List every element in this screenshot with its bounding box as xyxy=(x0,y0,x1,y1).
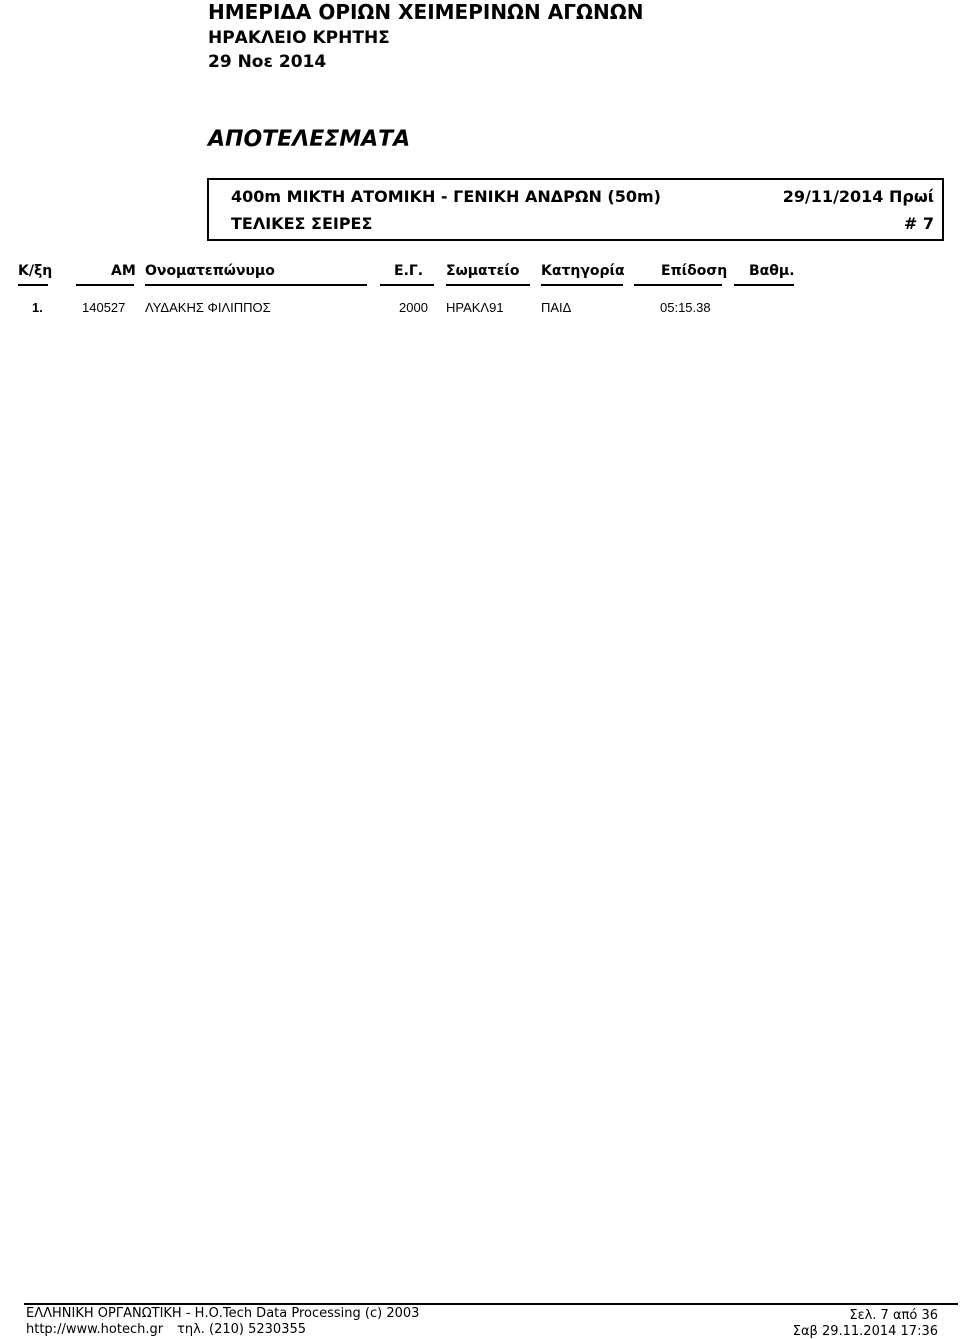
event-datetime: 29/11/2014 Πρωί xyxy=(782,187,934,206)
col-name-header: Ονοματεπώνυμο xyxy=(145,263,275,279)
col-time-header: Επίδοση xyxy=(661,263,728,279)
row-year: 2000 xyxy=(399,300,428,315)
col-year-underline xyxy=(380,284,434,286)
footer-phone: τηλ. (210) 5230355 xyxy=(177,1322,307,1337)
col-name-underline xyxy=(145,284,367,286)
event-heat: # 7 xyxy=(903,214,934,233)
meet-date: 29 Νοε 2014 xyxy=(208,52,327,72)
col-year-header: Ε.Γ. xyxy=(394,263,424,279)
col-rank-underline xyxy=(18,284,48,286)
col-category-header: Κατηγορία xyxy=(541,263,625,279)
col-rank-header: Κ/ξη xyxy=(18,263,53,279)
results-heading: ΑΠΟΤΕΛΕΣΜΑΤΑ xyxy=(208,127,411,152)
footer-print-timestamp: Σαβ 29.11.2014 17:36 xyxy=(792,1324,938,1339)
footer-url-link[interactable]: http://www.hotech.gr xyxy=(26,1322,164,1337)
row-time: 05:15.38 xyxy=(660,300,711,315)
event-box xyxy=(207,178,944,241)
col-category-underline xyxy=(541,284,623,286)
row-category: ΠΑΙΔ xyxy=(541,300,572,315)
footer-rule xyxy=(24,1303,958,1305)
footer-page-number: Σελ. 7 από 36 xyxy=(849,1308,938,1323)
event-name: 400m ΜΙΚΤΗ ΑΤΟΜΙΚΗ - ΓΕΝΙΚΗ ΑΝΔΡΩΝ (50m) xyxy=(231,187,661,206)
row-am: 140527 xyxy=(82,300,126,315)
col-points-underline xyxy=(734,284,794,286)
footer-company: ΕΛΛΗΝΙΚΗ ΟΡΓΑΝΩΤΙΚΗ - Η.Ο.Tech Data Processing (c) 2003 xyxy=(26,1306,420,1321)
meet-title: ΗΜΕΡΙΔΑ ΟΡΙΩΝ ΧΕΙΜΕΡΙΝΩΝ ΑΓΩΝΩΝ xyxy=(208,0,644,24)
row-club: ΗΡΑΚΛ91 xyxy=(446,300,504,315)
col-club-header: Σωματείο xyxy=(446,263,520,279)
row-rank: 1. xyxy=(32,300,43,315)
row-name: ΛΥΔΑΚΗΣ ΦΙΛΙΠΠΟΣ xyxy=(145,300,271,315)
col-points-header: Βαθμ. xyxy=(749,263,795,279)
col-time-underline xyxy=(634,284,722,286)
meet-place: ΗΡΑΚΛΕΙΟ ΚΡΗΤΗΣ xyxy=(208,28,390,48)
event-round: ΤΕΛΙΚΕΣ ΣΕΙΡΕΣ xyxy=(231,214,373,233)
col-am-header: ΑΜ xyxy=(111,263,136,279)
col-am-underline xyxy=(76,284,134,286)
col-club-underline xyxy=(446,284,530,286)
